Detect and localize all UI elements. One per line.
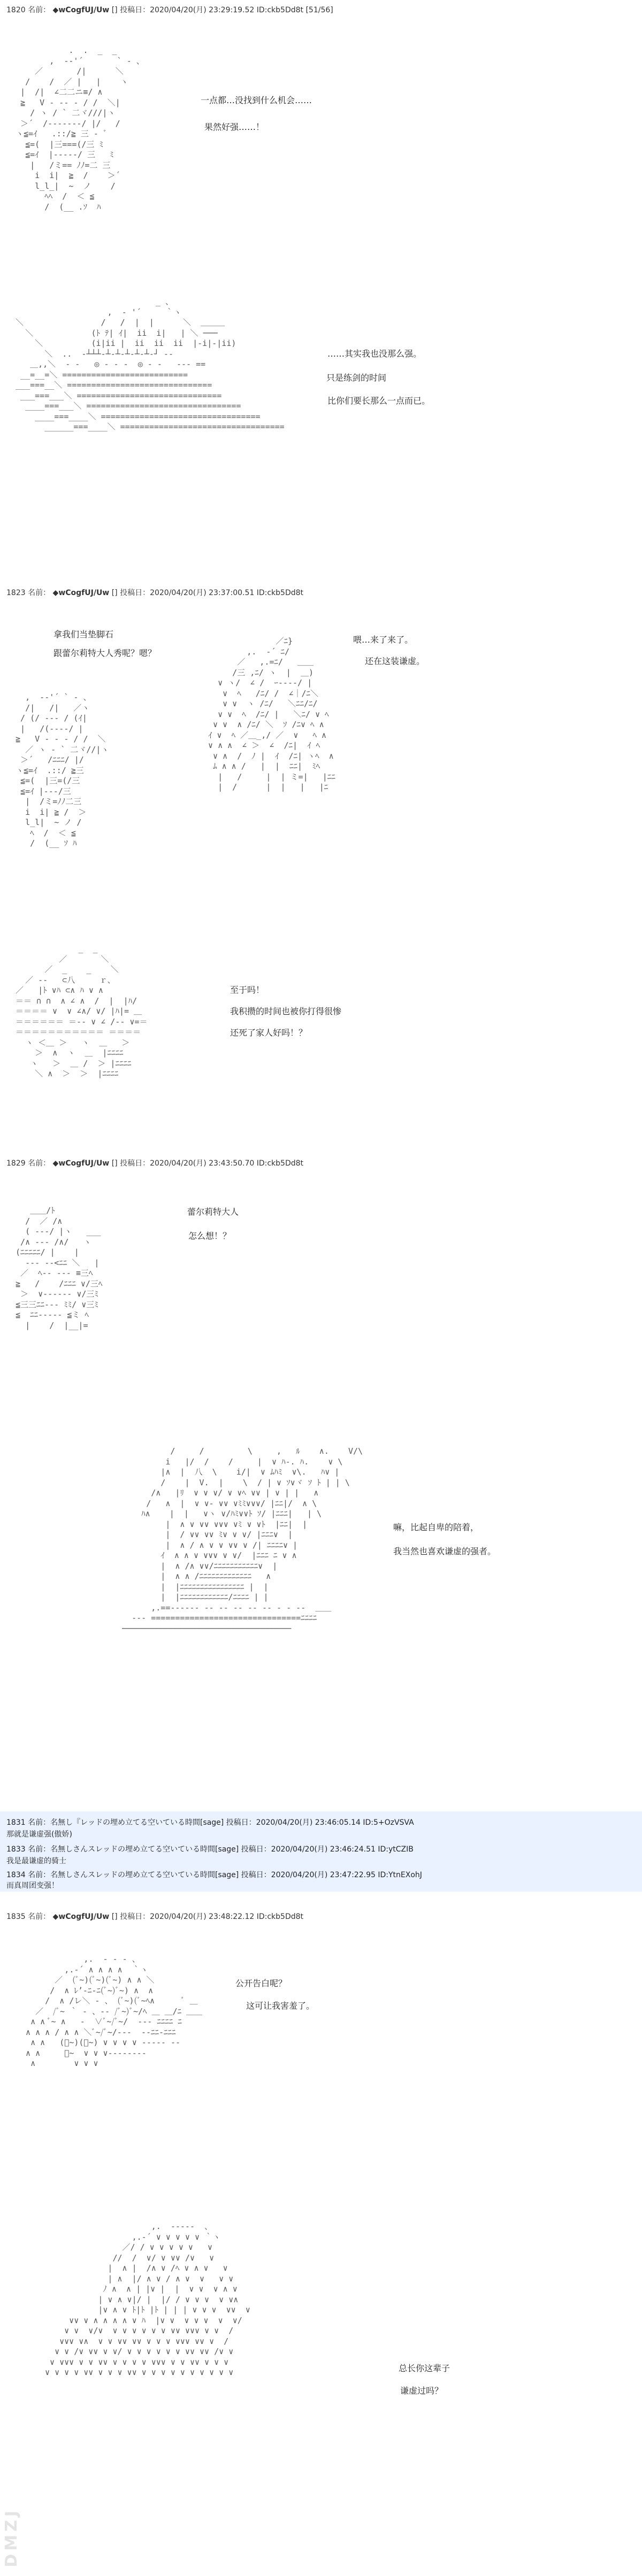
- dialogue-line: 我当然也喜欢谦虚的强者。: [393, 1546, 496, 1556]
- reply-header: 1831 名前：名無し『レッドの埋め立てる空いている時間[sage] 投稿日：2020/04/20(月) 23:46:05.14 ID:5+OzVSVA: [6, 1818, 414, 1827]
- reply-text: 而真周团变强！: [6, 1881, 59, 1890]
- name-label: 名前：: [28, 1912, 51, 1921]
- post-date: [] 投稿日：2020/04/20(月) 23:48:22.12 ID:ckb5Dd8t: [111, 1912, 304, 1921]
- ascii-art-helmet-swordsman: _ 、 , ‐ '´ ｀ヽ ＼ / / | | ＼ ＿＿＿ ＼ (ﾄ ﾃ| ｲ| ii i| | ＼ ─── ＼ (i|ii | ii ii ii |-i|-|ii) ＼ .. ‐┴┴┴‐┴‐┴‐┴‐┴‐┴‐┘ ‐‐ ＿,,＼ ‐ ‐ ◎ ‐ ‐ ‐ ◎ ‐ ‐ ‐‐‐ == __=__=＼ ========================== ___===__＼ ============================== ___===___＼ ============================== ____===___＼ ================================ ____===____＼ ================================= ______===____＼ ==================================: [16, 297, 285, 431]
- dialogue-line: ……其实我也没那么强。: [327, 349, 422, 359]
- dialogue-line: 喂…来了来了。: [353, 635, 414, 645]
- post-header-1835: [6, 1911, 303, 1922]
- reply-text: 我是最谦虚的骑士: [6, 1857, 66, 1865]
- dialogue-line: 一点都…没找到什么机会……: [201, 95, 312, 105]
- reply-header: 1834 名前：名無しさんスレッドの埋め立てる空いている時間[sage] 投稿日：2020/04/20(月) 23:47:22.95 ID:YtnEXohJ: [6, 1871, 422, 1879]
- post-number: 1835: [6, 1912, 26, 1921]
- post-header-1829: [6, 1158, 303, 1168]
- poster-name[interactable]: ◆wCogfUJ/Uw: [52, 1912, 110, 1921]
- reply-header: 1833 名前：名無しさんスレッドの埋め立てる空いている時間[sage] 投稿日：2020/04/20(月) 23:46:24.51 ID:ytCZIB: [6, 1845, 414, 1854]
- dialogue-line: 怎么想！？: [188, 1231, 232, 1241]
- ascii-art-lying-knight: _ _ ／ ＼ ／ _ _ ＼ ／ ‐‐ ⊂八 ｒ、 ／ |ﾄ ∨ﾊ ⊂∧ ﾊ ∨ ∧ ＝＝ ∩ ∩ ∧ ∠ ∧ / | |ﾊ/ ＝＝＝＝ ∨ ∨ ∠∧/ ∨/ |ﾊ|= ＿ ＝＝＝＝＝＝ ＝‐‐ ∨ ∠ /‐‐ ∨=＝ ＝＝＝＝＝＝＝＝＝＝＝ ＝＝＝＝ ヽ ＜＿ ＞ ヽ ＿ ＞ ＞ ∧ ヽ ＿ |ﾆﾆﾆﾆ ヽ ＞ ＿ / ＞ |ﾆﾆﾆﾆ ＼ ∧ ＞ ＞ |ﾆﾆﾆﾆ: [16, 944, 148, 1078]
- post-header-1823: [6, 587, 303, 598]
- dialogue-line: 我积攒的时间也被你打得很惨: [230, 1006, 342, 1016]
- reply-block: [0, 1811, 642, 1892]
- poster-name[interactable]: ◆wCogfUJ/Uw: [52, 1159, 110, 1168]
- post-number: 1820: [6, 6, 26, 14]
- dialogue-line: 还在这装谦虚。: [365, 656, 425, 666]
- reply-text: 那就是谦虚强(傲娇): [6, 1830, 72, 1839]
- post-header-1820: [6, 4, 333, 15]
- site-watermark: DMZJ: [2, 2508, 21, 2567]
- dialogue-line: 只是练剑的时间: [326, 373, 387, 383]
- poster-name[interactable]: ◆wCogfUJ/Uw: [52, 589, 110, 597]
- post-number: 1823: [6, 589, 26, 597]
- ascii-art-lady-rearlit: / / \ , ﾙ ∧. V/\ i |/ / / | ∨ ﾊ-. ﾊ. ∨ \ |∧ | 八 \ i/| ∨ ﾑﾊﾐ ∨\. ﾊ∨ | / | V. | \ / | ∨ ｿ∨ヾ ｿ ﾄ | | \ /∧ |ﾘ ∨ ∨ ∨/ ∨ ∨ﾍ ∨∨ | ∨ | | ∧ / ∧ | ∨ ∨‐ ∨∨ ∨ﾐﾐ∨∨∨/ |ﾆﾆ|/ ∧ \ ﾊ∧ | | ∨ヽ ∨/ﾊﾐ∨∨ﾄ ｿ/ |ﾆﾆﾆ| | \ | ∧ ∨ ∨∨ ∨∨∨ ∨ﾐ ∨ ∨ﾄ |ﾆﾆ| | | / ∨∨ ∨∨ ﾐ∨ ∨ ∨/ |ﾆﾆﾆ∨ | | ∧ / ∧ ∨ ∨ ∨∨ ∨ /| ﾆﾆﾆﾆ∨ | ｲ ∧ ∧ ∨ ∨∨∨ ∨ ∨/ |ﾆﾆﾆ ﾆ ∨ ∧ | ∧ /∧ ∨∨/ﾆﾆﾆﾆﾆﾆﾆﾆﾆﾆﾆ∨ | | ∧ ∧ /ﾆﾆﾆﾆﾆﾆﾆﾆﾆﾆﾆﾆﾆ ∧ | |ﾆﾆﾆﾆﾆﾆﾆﾆﾆﾆﾆﾆﾆﾆﾆﾆ | | | |ﾆﾆﾆﾆﾆﾆﾆﾆﾆﾆﾆﾆ/ﾆﾆﾆﾆ | | ,.==‐‐‐‐‐‐ ‐‐ ‐‐ ‐‐ ‐‐ ‐‐ ‐ ‐ ‐‐ ＿＿ ‐‐‐ ===============================ﾆﾆﾆﾆ ───────────────────────────────────: [122, 1446, 363, 1633]
- ascii-art-knight-3: ＿＿/ﾄ / ／ /∧ ( ‐‐‐/ |ヽ ___ /∧ ‐‐‐ /∧/ ヽ (ﾆﾆﾆﾆﾆ/ | | ‐‐‐ ‐‐<ﾆﾆ ＼ | ／ ﾍ‐‐ ‐‐‐ ≡三ﾍ ≧ / /ﾆﾆﾆ ∨/三ﾍ ＞ ∨‐‐‐‐‐‐ ∨/三ﾐ ≦三三ﾆﾆ‐‐‐ ﾐﾐ/ ∨三ﾐ ≦ ﾆﾆ‐‐‐‐‐ ≦ミ ﾍ | / |__|=: [16, 1206, 103, 1330]
- post-date: [] 投稿日：2020/04/20(月) 23:43:50.70 ID:ckb5Dd8t: [111, 1159, 304, 1168]
- dialogue-line: 蕾尔莉特大人: [187, 1207, 239, 1217]
- dialogue-line: 谦虚过吗？: [400, 2386, 444, 2396]
- ascii-art-knight-2: , -‐'´ ` ‐ 、 /| /| ／ヽ / (/ ‐‐‐ / (ｲ| | /(‐‐‐‐/ | ≧ V ‐ - ‐ / / ＼ ／ ヽ ‐ ` 二ヾ//|ヽ ＞´ /ﾆﾆﾆ/ |/ ヽ≦=ｲ .::/ ≧三 ≦=( |三=(/三 ≦=ｲ |‐‐‐/三 | /ミ=ﾉﾉ二三 i i| ≧ / ＞ l_l| ~ ノ / ﾍ / ＜ ≦ / (__ ｿ ﾊ: [16, 692, 109, 848]
- dialogue-line: 跟蕾尔莉特大人秀呢？嗯？: [54, 648, 157, 658]
- post-date: [] 投稿日：2020/04/20(月) 23:29:19.52 ID:ckb5Dd8t [51/56]: [111, 6, 333, 14]
- dialogue-line: 嘛，比起自卑的陪着，: [393, 1522, 479, 1532]
- name-label: 名前：: [28, 589, 51, 597]
- name-label: 名前：: [28, 6, 51, 14]
- dialogue-line: 至于吗！: [230, 985, 265, 995]
- dialogue-line: 总长你这辈子: [399, 2363, 450, 2373]
- name-label: 名前：: [28, 1159, 51, 1168]
- post-date: [] 投稿日：2020/04/20(月) 23:37:00.51 ID:ckb5Dd8t: [111, 589, 304, 597]
- ascii-art-bearded-man: ,. ‐ ‐ ‐ 、 ,.‐´ ∧ ∧ ∧ ∧ ｀ヽ ／ (ﾞ~)(ﾞ~)(ﾞ~) ∧ ∧ ＼ / ∧ ﾚ’‐ﾆ-ﾆ(ﾞ~)ﾞ~) ∧ ∧ / ∧ /レ＼ ‐ 、 (ﾞ~)(ﾞ~ﾍ∧ ﾞ ＿ ／ /ﾞ~ ｀ ‐ 、‐- /ﾞ~)ﾞ~/ﾍ ＿ ＿/ﾆ ＿＿ ∧ ∧ ﾞ~ ∧ ‐ ∨ﾞ~/ﾞ~/ ‐‐‐ ﾆﾆﾆﾆ ﾆ ∧ ∧ ∧ / ∧ ∧ ＼ﾞ~/ﾞ~/‐‐‐ ‐-ﾆﾆ-ﾆﾆﾆ ∧ ∧ (ﾞ~)(ﾞ~) ∨ ∨ ∨ ∨ ‐‐‐‐‐ ‐‐ ∧ ∧ ﾞ~ ∨ ∨ ∨‐‐‐‐‐‐‐‐ ∧ ∨ ∨ ∨: [26, 1954, 203, 2068]
- ascii-art-knight-1: . . _ _ , -‐'´ ` ‐ 、 ／ /| ＼ / / ／ | | ヽ | /| ∠二二ニ≡/ ∧ ≧ V ‐ -- ‐ / / ＼| / ヽ / ` 二ヾ///|ヽ ＞´ /‐‐‐‐‐‐‐/ |/ / ヽ≦=ｲ .::/≧ 三 - ﾞ ≦=( |三===(/三 ﾐ ≦=ｲ |‐‐‐‐‐/ 三 ﾐ | /ミ== ﾉﾉ=二 三 i i| ≧ / ＞´ l_l_| ~ ノ / ﾍﾍ / ＜ ≦ / (__ .ｿ ﾊ: [16, 45, 144, 212]
- dialogue-line: 还死了家人好吗！？: [230, 1028, 308, 1038]
- ascii-art-lady-cloak: ,. -‐‐‐- 、 ,.‐´ ∨ ∨ ∨ ∨ ∨ ｀ヽ ／/ / ∨ ∨ ∨ ∨ ∨ ∨ // / ∨/ ∨ ∨∨ /∨ ∨ | ∧ | /∧ ∨ /ﾍ ∨ ∧ ∨ ∨ | ∧ |/ ∧ ∨ / ∧ ∨ ∨ ∨ ∨ ﾉ ∧ ∧ | |∨ | | ∨ ∨ ∨ ∧ ∨ | ∨ ∧ ∨|/ | |/ / ∨ ∨ ∨ ∨ ∨∧ |∨ ∧ ∨ ﾄ|ﾄ |ﾄ | | | ∨ ∨ ∨ ∨∨ ∨ ∨∨ ∨ ∧ ∧ ∧ ∧ ∨ ﾊ |∨ ∨ ∨ ∨ ∨ ∨ ∨/ ∨ ∨ ∨/∨ ∨ ∨ ∨ ∨ ∨ ∨ ∨∨ ∨∨∨ ∨ ∨ / ∨∨∨ ∨∧ ∨ ∨ ∨∨ ∨∨ ∨ ∨ ∨ ∨∨∨ ∨∨ ∨ / ∨ ∨ /∨ ∨∨ ∨ ∨/ ∨ ∨ ∨ ∨ ∨ ∨ ∨∨ ∨∨ /∨ ∨ ∨ ∨∨∨ ∨ ∨ ∨∨ ∨ ∨ ∨ ∨ ∨∨∨ ∨ ∨ ∨∨ ∨ ∨ ∨ ∨ ∨ ∨ ∨ ∨∨ ∨ ∨ ∨ ∨∨ ∨ ∨ ∨ ∨ ∨ ∨ ∨ ∨ ∨ ∨: [45, 2222, 250, 2377]
- dialogue-line: 拿我们当垫脚石: [54, 629, 114, 639]
- dialogue-line: 公开告白呢？: [235, 1978, 287, 1988]
- poster-name[interactable]: ◆wCogfUJ/Uw: [52, 6, 110, 14]
- dialogue-line: 果然好强……！: [204, 122, 265, 132]
- ascii-art-crowd: ／ﾆ} ,. ‐´ ﾆ/ ／ ,.=ﾆ/ ＿＿ /三 ,ﾆ/ ヽ | ＿) ∨ ヽ/ ∠ / ｰ‐--‐/ | ∨ ﾍ /ﾆ/ / ∠｜/ﾆ＼ ∨ ∨ ヽ /ﾆ/ ＼ﾆﾆ/ﾆ/ ∨ ∨ ﾍ /ﾆ/ | ＼ﾆ/ ∨ ﾍ ∨ ∨ ∧ /ﾆ/ ＼ ｿ /ﾆ∨ ﾍ ∧ ｲ ∨ ﾍ ／＿_,/ ／ ∨ ﾍ ∧ ∨ ∧ ∧ ∠ ＞ ∠ /ﾆ| ｲ ﾍ ∨ ∧ / ﾉ | ｲ /ﾆ| ヽﾍ ∧ ﾑ ∧ ∧ / | | ﾆﾆ| ﾐﾍ | / | | ミ=| |ﾆﾆ | / | | | |ﾆ: [208, 636, 335, 792]
- dialogue-line: 比你们要长那么一点而已。: [327, 396, 431, 406]
- dialogue-line: 这可让我害羞了。: [246, 2001, 315, 2011]
- post-number: 1829: [6, 1159, 26, 1168]
